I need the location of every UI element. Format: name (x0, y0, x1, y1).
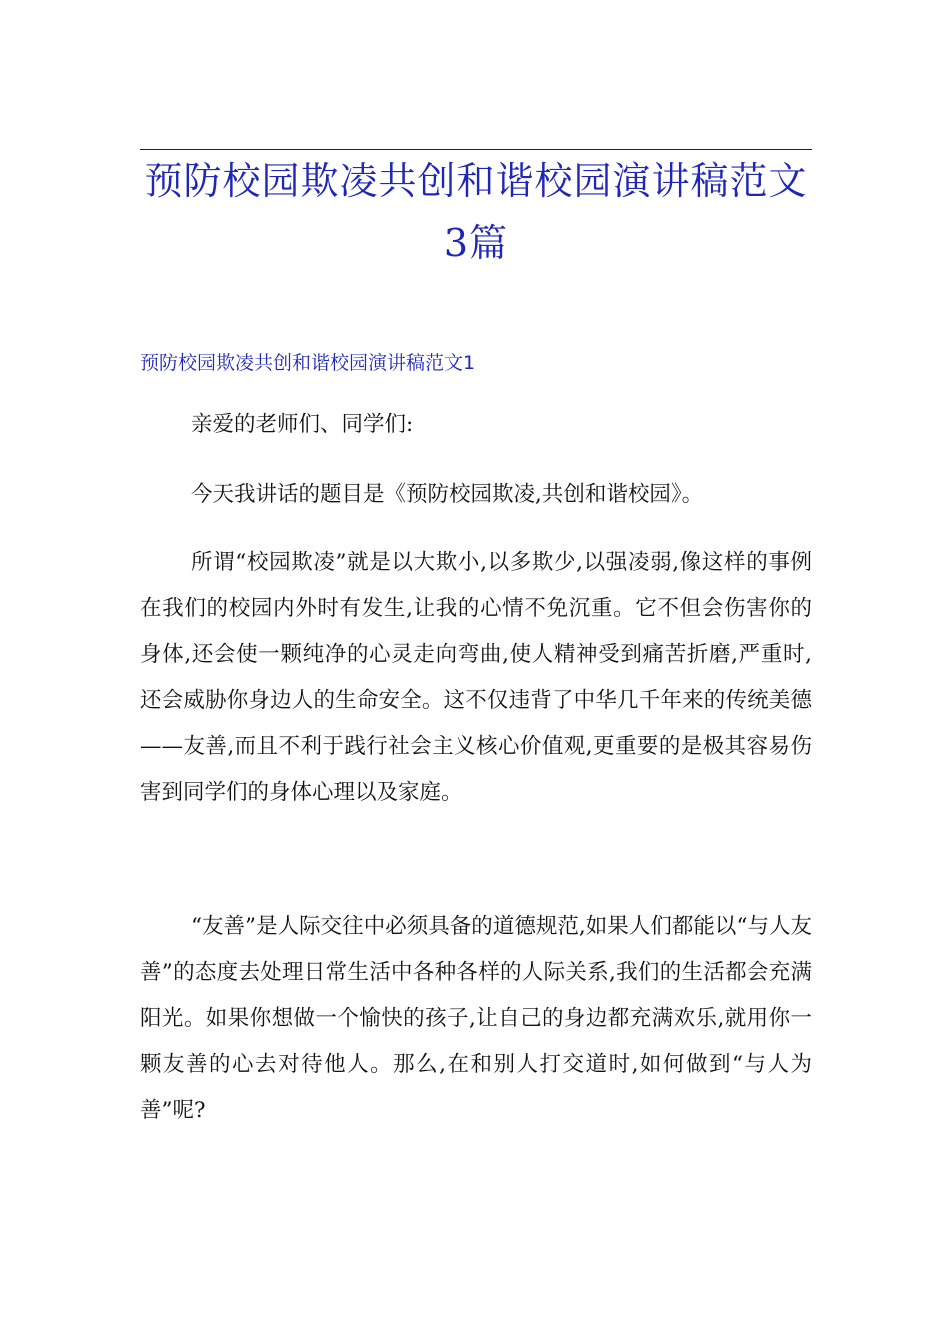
paragraph-greeting: 亲爱的老师们、同学们: (191, 412, 414, 437)
paragraph-definition: 所谓“校园欺凌”就是以大欺小,以多欺少,以强凌弱,像这样的事例在我们的校园内外时有发生,让我的心情不免沉重。它不但会伤害你的身体,还会使一颗纯净的心灵走向弯曲,使人精神受到痛苦折磨,严重时,还会威胁你身边人的生命安全。这不仅违背了中华几千年来的传统美德——友善,而且不利于践行社会主义核心价值观,更重要的是极其容易伤害到同学们的身体心理以及家庭。 (140, 550, 812, 805)
section-heading: 预防校园欺凌共创和谐校园演讲稿范文1 (140, 352, 476, 374)
paragraph-topic: 今天我讲话的题目是《预防校园欺凌,共创和谐校园》。 (191, 482, 704, 507)
paragraph-kindness: “友善”是人际交往中必须具备的道德规范,如果人们都能以“与人友善”的态度去处理日常生活中各种各样的人际关系,我们的生活都会充满阳光。如果你想做一个愉快的孩子,让自己的身边都充满欢乐,就用你一颗友善的心去对待他人。那么,在和别人打交道时,如何做到“与人为善”呢? (140, 914, 812, 1123)
document-title: 预防校园欺凌共创和谐校园演讲稿范文3篇 (144, 159, 808, 265)
